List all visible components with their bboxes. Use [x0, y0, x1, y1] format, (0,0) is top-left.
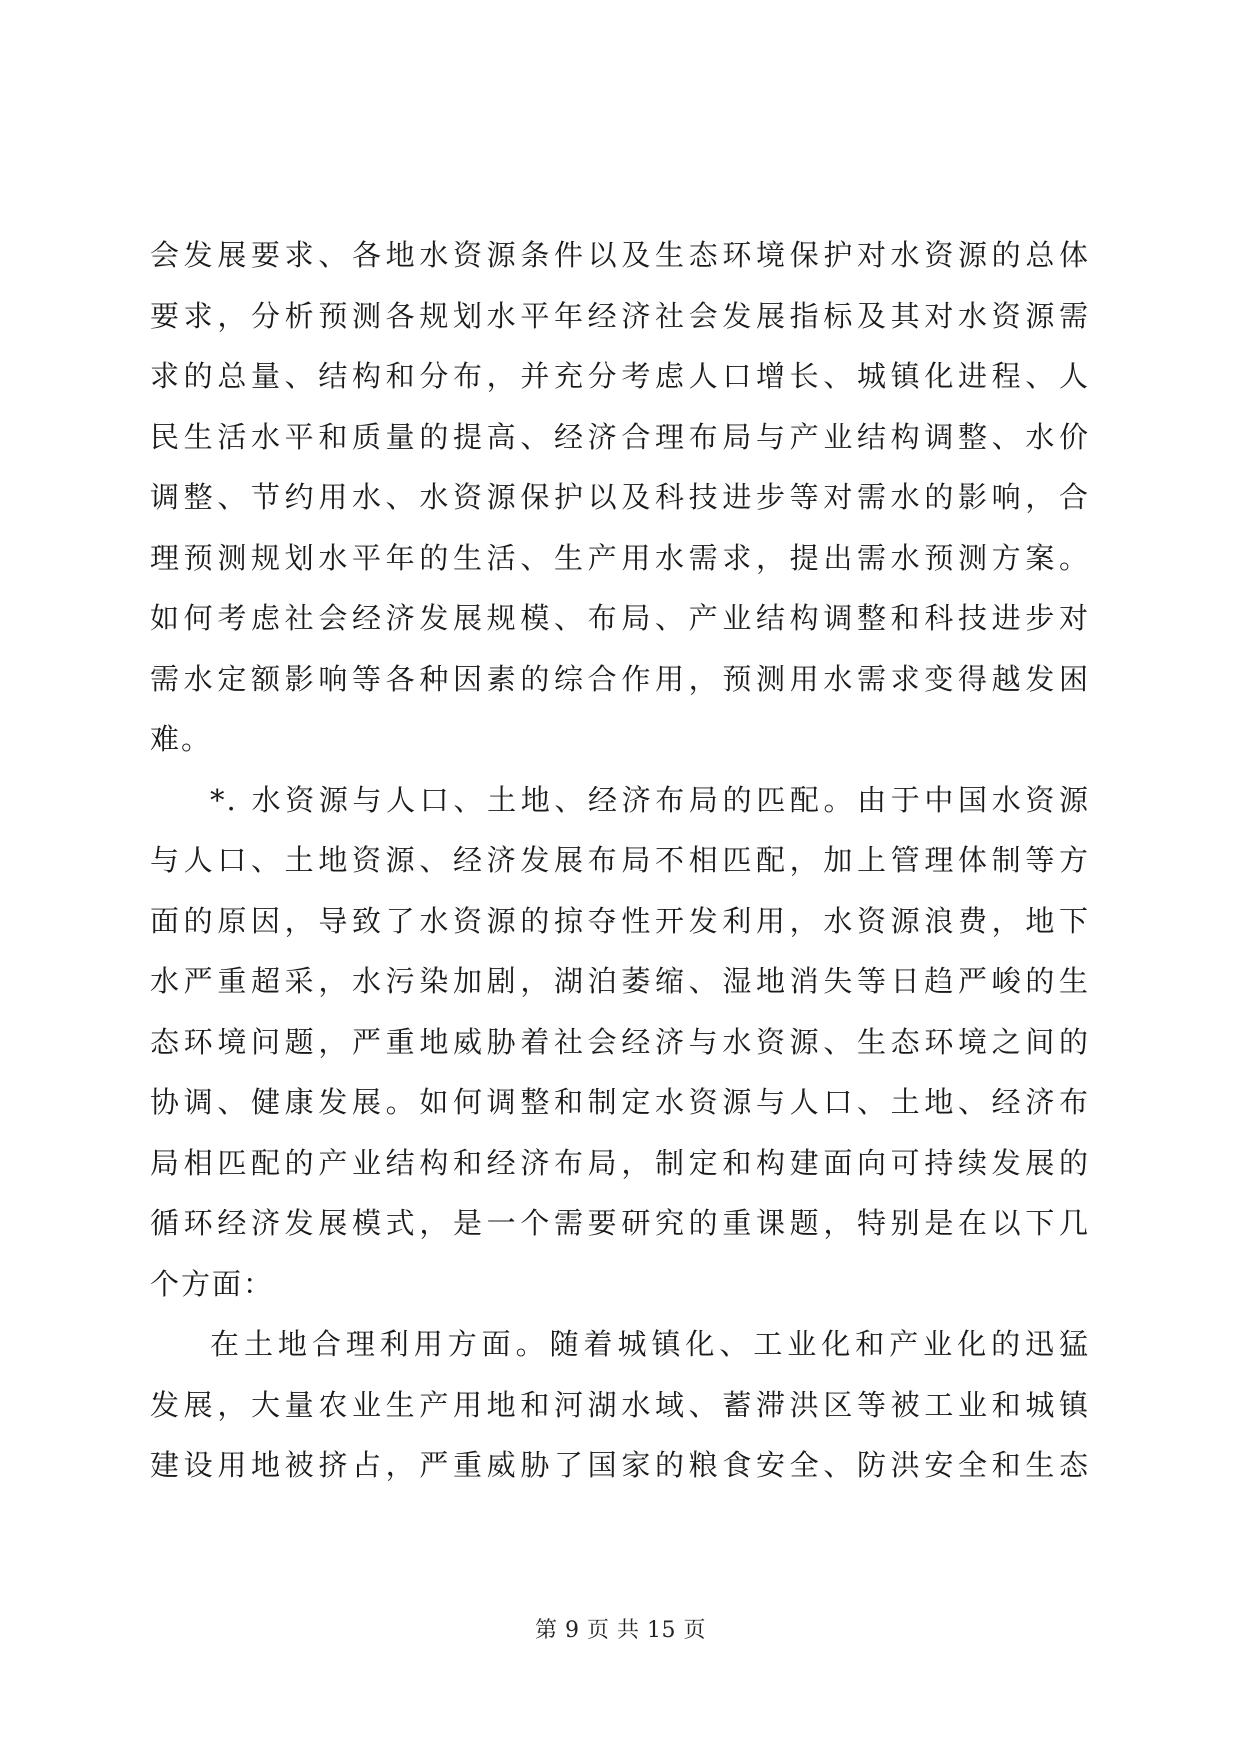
text-line: 循环经济发展模式，是一个需要研究的重课题，特别是在以下几 — [150, 1206, 1090, 1240]
text-line: 求的总量、结构和分布，并充分考虑人口增长、城镇化进程、人 — [150, 359, 1090, 393]
text-line: 个方面： — [150, 1266, 275, 1301]
text-line: 发展，大量农业生产用地和河湖水域、蓄滞洪区等被工业和城镇 — [150, 1387, 1090, 1422]
paragraph — [150, 770, 1090, 1315]
text-line: 协调、健康发展。如何调整和制定水资源与人口、土地、经济布 — [150, 1085, 1090, 1119]
text-line: 面的原因，导致了水资源的掠夺性开发利用，水资源浪费，地下 — [150, 903, 1090, 938]
paragraph — [150, 225, 1090, 770]
text-line: 理预测规划水平年的生活、生产用水需求，提出需水预测方案。 — [150, 540, 1090, 575]
text-line: 要求，分析预测各规划水平年经济社会发展指标及其对水资源需 — [150, 298, 1090, 333]
text-line: 水严重超采，水污染加剧，湖泊萎缩、湿地消失等日趋严峻的生 — [150, 964, 1090, 998]
text-line: 民生活水平和质量的提高、经济合理布局与产业结构调整、水价 — [150, 419, 1090, 454]
text-line: 在土地合理利用方面。随着城镇化、工业化和产业化的迅猛 — [210, 1327, 1090, 1361]
text-line: *. 水资源与人口、土地、经济布局的匹配。由于中国水资源 — [210, 782, 1090, 817]
text-line: 调整、节约用水、水资源保护以及科技进步等对需水的影响，合 — [150, 480, 1090, 514]
text-line: 需水定额影响等各种因素的综合作用，预测用水需求变得越发困 — [150, 661, 1090, 696]
text-line: 与人口、土地资源、经济发展布局不相匹配，加上管理体制等方 — [150, 843, 1090, 877]
text-line: 建设用地被挤占，严重威胁了国家的粮食安全、防洪安全和生态 — [150, 1448, 1090, 1482]
page-number-footer: 第 9 页 共 15 页 — [535, 1618, 706, 1643]
text-line: 难。 — [150, 722, 213, 756]
text-line: 如何考虑社会经济发展规模、布局、产业结构调整和科技进步对 — [150, 601, 1090, 635]
text-line: 局相匹配的产业结构和经济布局，制定和构建面向可持续发展的 — [150, 1145, 1090, 1180]
body-text — [150, 225, 1090, 1496]
text-line: 态环境问题，严重地威胁着社会经济与水资源、生态环境之间的 — [150, 1024, 1090, 1059]
paragraph — [150, 1314, 1090, 1496]
text-line: 会发展要求、各地水资源条件以及生态环境保护对水资源的总体 — [150, 238, 1090, 272]
